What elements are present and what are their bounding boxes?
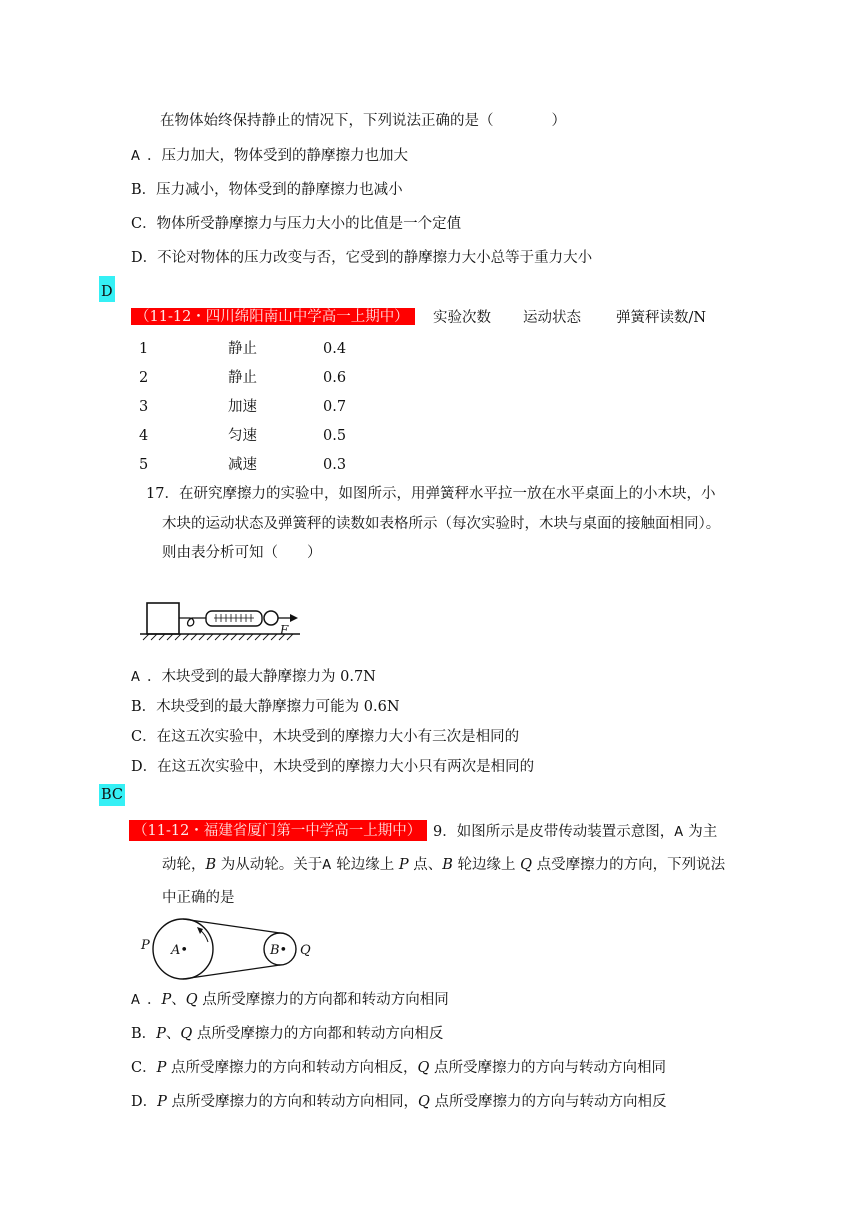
- answer-text: BC: [99, 784, 125, 806]
- wheel-a-label: A: [674, 825, 684, 840]
- option-d: [131, 757, 534, 777]
- spring-scale-body: [206, 611, 262, 626]
- option-text: 点所受摩擦力的方向和转动方向相反，: [166, 1060, 418, 1076]
- belt-top: [183, 919, 280, 933]
- option-b: [131, 180, 403, 200]
- point-q-label: Q: [300, 943, 311, 958]
- question-stem-line: 中正确的是: [162, 890, 235, 906]
- table-cell: 0.5: [323, 428, 347, 444]
- option-b: B．P、Q 点所受摩擦力的方向都和转动方向相反: [131, 1026, 444, 1042]
- wheel-a-label: A•: [171, 943, 189, 958]
- table-cell: 匀速: [228, 428, 257, 444]
- spring-scale-figure: [140, 598, 310, 660]
- point-q-label: Q: [180, 1026, 193, 1042]
- wood-block: [147, 603, 179, 634]
- option-c: C．P 点所受摩擦力的方向和转动方向相反，Q 点所受摩擦力的方向与转动方向相同: [131, 1060, 666, 1076]
- option-letter: D: [131, 759, 143, 775]
- point-p-label: P: [156, 1026, 166, 1042]
- option-text: ．物体所受静摩擦力与压力大小的比值是一个定值: [142, 216, 462, 232]
- option-text: ．压力加大，物体受到的静摩擦力也加大: [147, 148, 408, 164]
- option-c: [131, 727, 519, 747]
- rotation-arrow-head-icon: [197, 927, 203, 934]
- option-letter: C: [131, 729, 143, 745]
- hook: [179, 618, 206, 626]
- table-cell: 静止: [228, 341, 257, 357]
- point-q-label: Q: [418, 1094, 430, 1110]
- option-letter: B: [131, 1026, 142, 1042]
- option-text: 点所受摩擦力的方向都和转动方向相同: [197, 992, 449, 1008]
- arrow-head-icon: [290, 614, 298, 622]
- option-text: ．木块受到的最大静摩擦力可能为 0.6N: [141, 699, 400, 715]
- stem-text: 动轮，: [162, 857, 206, 873]
- point-q-label: Q: [185, 992, 198, 1008]
- source-badge: [131, 307, 415, 327]
- option-c: [131, 214, 461, 234]
- option-a: [131, 146, 408, 167]
- question-stem-line: [433, 822, 717, 843]
- point-q-label: Q: [417, 1060, 430, 1076]
- option-letter: C: [131, 1060, 143, 1076]
- stem-text: 为从动轮。关于: [216, 857, 323, 873]
- option-text: 、: [171, 992, 186, 1008]
- table-header: 实验次数: [433, 310, 491, 326]
- option-text: 点所受摩擦力的方向与转动方向相反: [429, 1094, 667, 1110]
- option-letter: B: [131, 182, 142, 198]
- option-b: [131, 697, 400, 717]
- answer-tag: [99, 272, 115, 298]
- table-cell: 0.3: [323, 457, 347, 473]
- point-p-label: P: [141, 938, 150, 953]
- table-header: 运动状态: [523, 310, 581, 326]
- wheel-b-label: B: [442, 857, 453, 873]
- question-stem-line: 木块的运动状态及弹簧秤的读数如表格所示（每次实验时，木块与桌面的接触面相同）。: [162, 516, 721, 532]
- point-p-label: P: [398, 857, 409, 873]
- option-letter: C: [131, 216, 143, 232]
- option-d: [131, 248, 592, 268]
- option-text: ．在这五次实验中，木块受到的摩擦力大小只有两次是相同的: [142, 759, 535, 775]
- option-text: ．在这五次实验中，木块受到的摩擦力大小有三次是相同的: [142, 729, 520, 745]
- option-a: A ．P、Q 点所受摩擦力的方向都和转动方向相同: [131, 990, 449, 1011]
- option-text: 、: [165, 1026, 181, 1042]
- option-letter: D: [131, 250, 143, 266]
- option-d: D．P 点所受摩擦力的方向和转动方向相同，Q 点所受摩擦力的方向与转动方向相反: [131, 1094, 667, 1110]
- stem-text: 轮边缘上: [452, 857, 521, 873]
- option-text: ．压力减小，物体受到的静摩擦力也减小: [141, 182, 403, 198]
- stem-text: 9．如图所示是皮带传动装置示意图，: [433, 824, 675, 840]
- table-cell: 4: [139, 428, 149, 444]
- question-stem: 在物体始终保持静止的情况下，下列说法正确的是（ ）: [160, 113, 566, 129]
- table-cell: 5: [139, 457, 149, 473]
- point-q-label: Q: [520, 857, 533, 873]
- wheel-b-label: B: [205, 857, 217, 873]
- table-cell: 3: [139, 399, 149, 415]
- table-cell: 1: [139, 341, 149, 357]
- option-text: ．不论对物体的压力改变与否，它受到的静摩擦力大小总等于重力大小: [142, 250, 593, 266]
- belt-bottom: [183, 965, 280, 979]
- option-a: [131, 667, 376, 688]
- question-stem-line: 则由表分析可知（ ）: [162, 545, 322, 561]
- table-cell: 加速: [228, 399, 257, 415]
- option-text: 点所受摩擦力的方向和转动方向相同，: [166, 1094, 419, 1110]
- table-cell: 0.6: [323, 370, 347, 386]
- table-header: 弹簧秤读数/N: [616, 310, 707, 326]
- table-cell: 静止: [228, 370, 257, 386]
- stem-text: 轮边缘上: [336, 857, 399, 873]
- source-text: （11-12・四川绵阳南山中学高一上期中）: [131, 308, 415, 325]
- wheel-a-label: A: [322, 858, 332, 873]
- option-letter: B: [131, 699, 142, 715]
- option-letter: A: [131, 670, 140, 685]
- question-stem-line: [162, 855, 725, 876]
- point-p-label: P: [161, 992, 172, 1008]
- stem-text: 点受摩擦力的方向，下列说法: [532, 857, 726, 873]
- force-label: F: [280, 623, 289, 637]
- table-cell: 0.4: [323, 341, 347, 357]
- source-text: （11-12・福建省厦门第一中学高一上期中）: [129, 820, 427, 841]
- pull-ring: [264, 611, 278, 625]
- scale-ticks: [214, 614, 254, 622]
- option-letter: D: [131, 1094, 143, 1110]
- option-text: ．木块受到的最大静摩擦力为 0.7N: [147, 669, 376, 685]
- option-text: 点所受摩擦力的方向与转动方向相同: [429, 1060, 666, 1076]
- stem-text: 为主: [688, 824, 718, 840]
- wheel-b-label: B•: [270, 943, 288, 958]
- question-stem-line: 17．在研究摩擦力的实验中，如图所示，用弹簧秤水平拉一放在水平桌面上的小木块，小: [146, 486, 716, 502]
- point-p-label: P: [156, 1060, 167, 1076]
- surface-hatching: [143, 634, 293, 640]
- answer-tag: [99, 784, 125, 806]
- point-p-label: P: [157, 1094, 167, 1110]
- source-badge: [129, 821, 427, 841]
- option-text: 点所受摩擦力的方向都和转动方向相反: [192, 1026, 444, 1042]
- option-letter: A: [131, 993, 140, 1008]
- option-letter: A: [131, 149, 140, 164]
- answer-text: D: [99, 276, 115, 302]
- belt-drive-figure: [138, 918, 328, 982]
- table-cell: 减速: [228, 457, 257, 473]
- table-cell: 2: [139, 370, 149, 386]
- table-cell: 0.7: [323, 399, 347, 415]
- stem-text: 点、: [408, 857, 443, 873]
